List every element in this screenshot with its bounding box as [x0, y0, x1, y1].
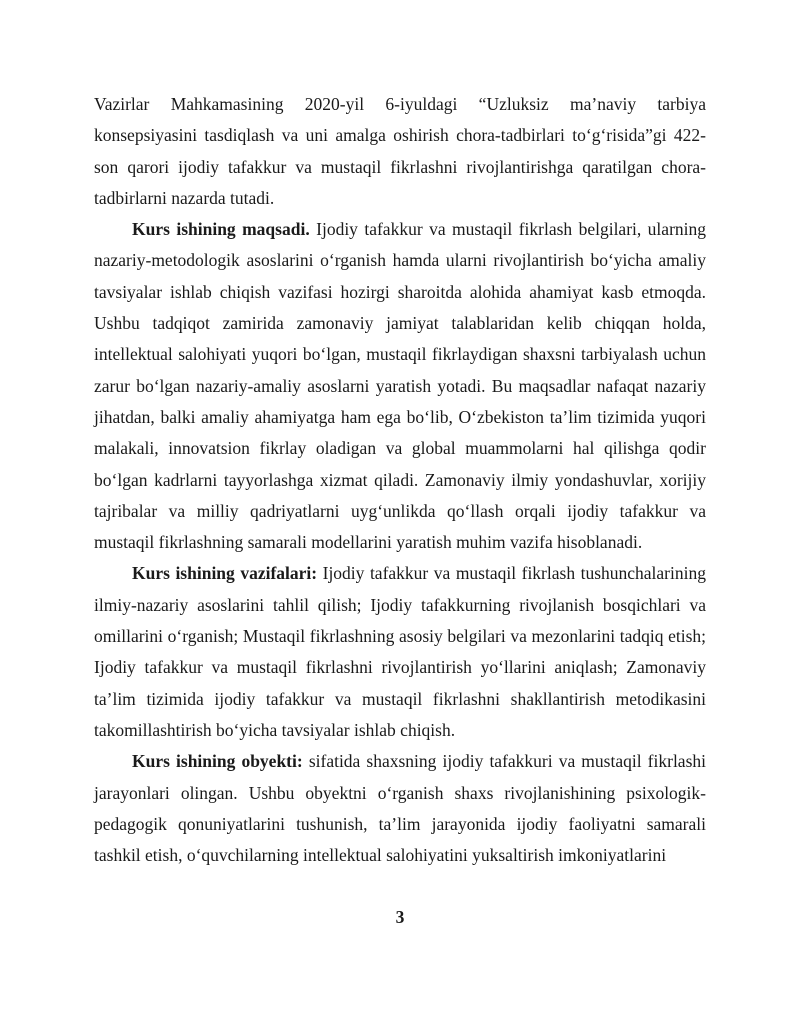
- paragraph-text: Vazirlar Mahkamasining 2020-yil 6-iyuldagi “Uzluksiz ma’naviy tarbiya konsepsiyasini tasdiqlash va uni amalga oshirish chora-tadbirlari to‘g‘risida”gi 422-son qarori ijodiy tafakkur va mustaqil fikrlashni rivojlantirishga qaratilgan chora-tadbirlarni nazarda tutadi.: [94, 94, 706, 208]
- paragraph-object: [94, 746, 706, 871]
- paragraph-text: sifatida shaxsning ijodiy tafakkuri va mustaqil fikrlashi jarayonlari olingan. Ushbu obyektni o‘rganish shaxs rivojlanishining psixologik-pedagogik qonuniyatlarini tushunish, ta’lim jarayonida ijodiy faoliyatni samarali tashkil etish, o‘quvchilarning intellektual salohiyatini yuksaltirish imkoniyatlarini: [94, 751, 706, 866]
- section-heading-goal: Kurs ishining maqsadi.: [132, 219, 310, 240]
- paragraph-goal: [94, 214, 706, 558]
- page-number: 3: [395, 907, 405, 927]
- paragraph-tasks: [94, 558, 706, 746]
- paragraph-decree-reference: [94, 89, 706, 214]
- document-page: [94, 89, 706, 871]
- paragraph-text: Ijodiy tafakkur va mustaqil fikrlash tushunchalarining ilmiy-nazariy asoslarini tahlil qilish; Ijodiy tafakkurning rivojlanish bosqichlari va omillarini o‘rganish; Mustaqil fikrlashning asosiy belgilari va mezonlarini tadqiq etish; Ijodiy tafakkur va mustaqil fikrlashni rivojlantirish yo‘llarini aniqlash; Zamonaviy ta’lim tizimida ijodiy tafakkur va mustaqil fikrlashni shakllantirish metodikasini takomillashtirish bo‘yicha tavsiyalar ishlab chiqish.: [94, 563, 706, 740]
- section-heading-tasks: Kurs ishining vazifalari:: [132, 563, 318, 584]
- paragraph-text: Ijodiy tafakkur va mustaqil fikrlash belgilari, ularning nazariy-metodologik asoslarini o‘rganish hamda ularni rivojlantirish bo‘yicha amaliy tavsiyalar ishlab chiqish vazifasi hozirgi sharoitda alohida ahamiyat kasb etmoqda. Ushbu tadqiqot zamirida zamonaviy jamiyat talablaridan kelib chiqqan holda, intellektual salohiyati yuqori bo‘lgan, mustaqil fikrlaydigan shaxsni tarbiyalash uchun zarur bo‘lgan nazariy-amaliy asoslarni yaratish yotadi. Bu maqsadlar nafaqat nazariy jihatdan, balki amaliy ahamiyatga ham ega bo‘lib, O‘zbekiston ta’lim tizimida yuqori malakali, innovatsion fikrlay oladigan va global muammolarni hal qilishga qodir bo‘lgan kadrlarni tayyorlashga xizmat qiladi. Zamonaviy ilmiy yondashuvlar, xorijiy tajribalar va milliy qadriyatlarni uyg‘unlikda qo‘llash orqali ijodiy tafakkur va mustaqil fikrlashning samarali modellarini yaratish muhim vazifa hisoblanadi.: [94, 219, 707, 553]
- section-heading-object: Kurs ishining obyekti:: [132, 751, 303, 772]
